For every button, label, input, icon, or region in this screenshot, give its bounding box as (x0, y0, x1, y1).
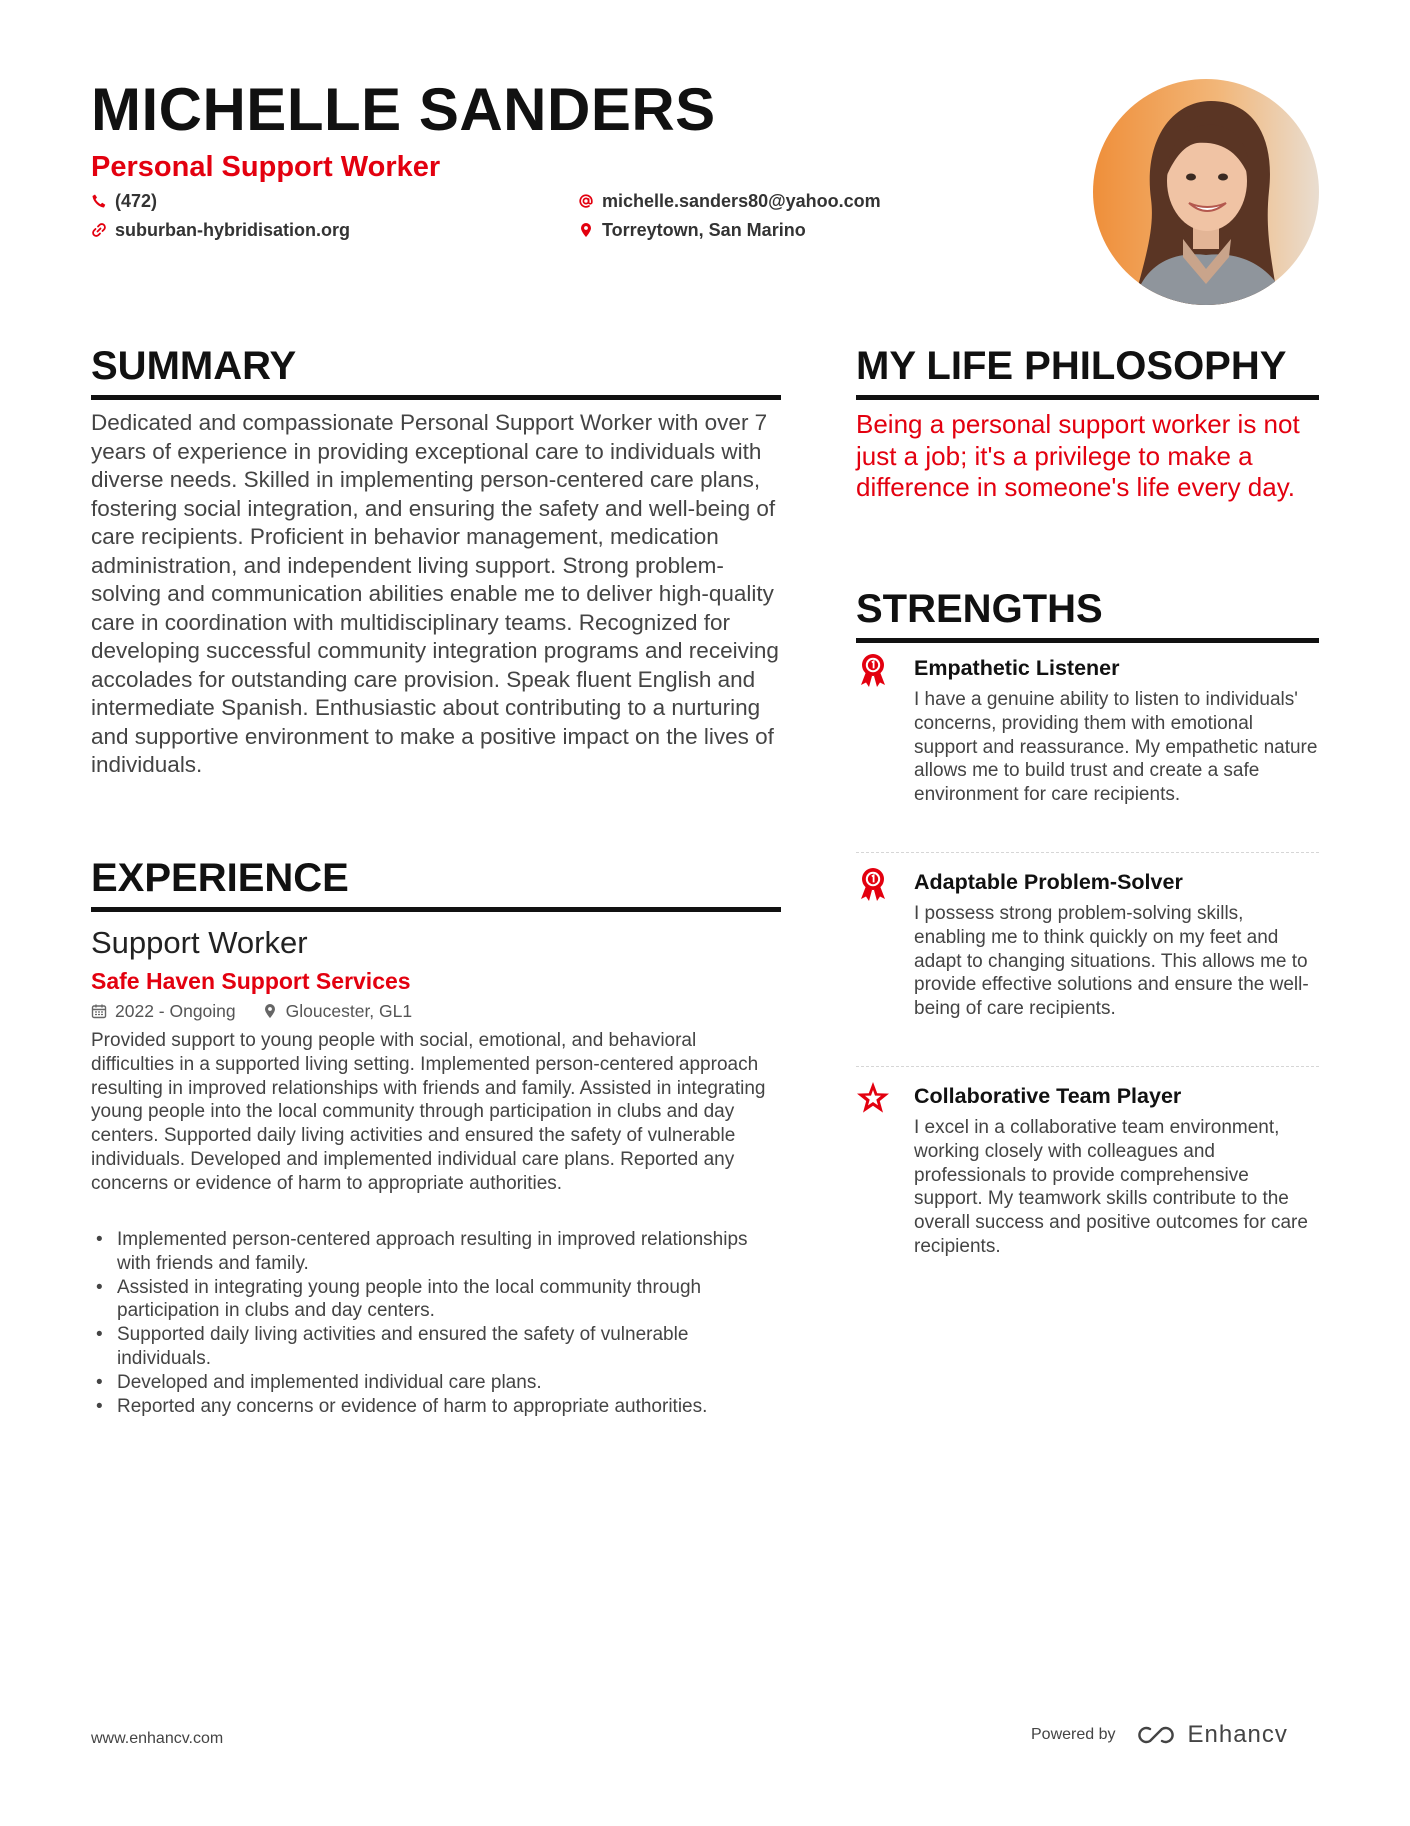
list-item: • Implemented person-centered approach resulting in improved relationships with friends and family. (91, 1228, 781, 1276)
summary-heading: SUMMARY (91, 343, 781, 400)
portrait-image (1093, 79, 1319, 305)
at-icon (578, 193, 594, 209)
candidate-title: Personal Support Worker (91, 151, 441, 183)
location-text: Torreytown, San Marino (602, 220, 806, 240)
brand-logo[interactable] (1134, 1721, 1288, 1749)
contact-website[interactable] (91, 219, 350, 241)
brand-name: Enhancv (1187, 1721, 1288, 1748)
location-pin-icon (578, 222, 594, 238)
job-meta (91, 1000, 412, 1022)
profile-photo (1093, 79, 1319, 305)
link-icon (91, 222, 107, 238)
job-dates-text: 2022 - Ongoing (115, 1001, 236, 1021)
calendar-icon (91, 1003, 107, 1019)
job-location (262, 1000, 412, 1022)
footer-branding (1031, 1721, 1288, 1749)
candidate-name: MICHELLE SANDERS (91, 76, 716, 143)
divider (856, 852, 1319, 853)
company-name: Safe Haven Support Services (91, 968, 411, 994)
website-link[interactable]: suburban-hybridisation.org (115, 220, 351, 240)
list-item: • Assisted in integrating young people into the local community through participation in clubs and day centers. (91, 1276, 781, 1324)
strength-description: I possess strong problem-solving skills, enabling me to think quickly on my feet and adapt to changing situations. This allows me to provide effective solutions and ensure the well-being of care recipients. (914, 903, 1309, 1020)
location-pin-icon (262, 1003, 278, 1019)
award-icon (856, 652, 890, 688)
contact-email[interactable] (578, 190, 881, 212)
enhancv-logo-icon (1134, 1723, 1180, 1747)
list-item: • Developed and implemented individual care plans. (91, 1371, 781, 1395)
summary-text: Dedicated and compassionate Personal Support Worker with over 7 years of experience in providing exceptional care to individuals with diverse needs. Skilled in implementing person-centered care plans, fostering social integration, and ensuring the safety and well-being of care recipients. Proficient in behavior management, medication administration, and independent living support. Strong problem-solving and communication abilities enable me to deliver high-quality care in coordination with multidisciplinary teams. Recognized for developing successful community integration programs and receiving accolades for outstanding care provision. Speak fluent English and intermediate Spanish. Enthusiastic about contributing to a nurturing and supportive environment to make a positive impact on the lives of individuals. (91, 410, 779, 777)
job-dates (91, 1000, 236, 1022)
experience-heading: EXPERIENCE (91, 855, 781, 912)
powered-by-label: Powered by (1031, 1726, 1116, 1743)
contact-location (578, 219, 806, 241)
divider (856, 1066, 1319, 1067)
footer-website[interactable]: www.enhancv.com (91, 1730, 224, 1747)
strength-title: Collaborative Team Player (914, 1084, 1182, 1108)
phone-number: (472) (115, 191, 158, 211)
strength-title: Empathetic Listener (914, 656, 1120, 680)
philosophy-text: Being a personal support worker is not just a job; it's a privilege to make a difference in someone's life every day. (856, 409, 1300, 502)
email-link[interactable]: michelle.sanders80@yahoo.com (602, 191, 881, 211)
contact-phone (91, 190, 157, 212)
list-item: • Reported any concerns or evidence of harm to appropriate authorities. (91, 1395, 781, 1419)
strength-description: I excel in a collaborative team environment, working closely with colleagues and professionals to provide comprehensive support. My teamwork skills contribute to the overall success and positive outcomes for care recipients. (914, 1117, 1308, 1257)
star-icon (856, 1080, 890, 1116)
strength-description: I have a genuine ability to listen to individuals' concerns, providing them with emotional support and reassurance. My empathetic nature allows me to build trust and create a safe environment for care recipients. (914, 689, 1318, 806)
strengths-heading: STRENGTHS (856, 586, 1319, 643)
phone-icon (91, 193, 107, 209)
job-description: Provided support to young people with social, emotional, and behavioral difficulties in a supported living setting. Implemented person-centered approach resulting in improved relationships with friends and family. Assisted in integrating young people into the local community through participation in clubs and day centers. Supported daily living activities and ensured the safety of vulnerable individuals. Developed and implemented individual care plans. Reported any concerns or evidence of harm to appropriate authorities. (91, 1030, 766, 1194)
philosophy-heading: MY LIFE PHILOSOPHY (856, 343, 1319, 400)
award-icon (856, 866, 890, 902)
job-bullets (91, 1228, 781, 1418)
list-item: • Supported daily living activities and ensured the safety of vulnerable individuals. (91, 1323, 781, 1371)
strength-title: Adaptable Problem-Solver (914, 870, 1183, 894)
job-role: Support Worker (91, 925, 308, 960)
job-location-text: Gloucester, GL1 (285, 1001, 413, 1021)
